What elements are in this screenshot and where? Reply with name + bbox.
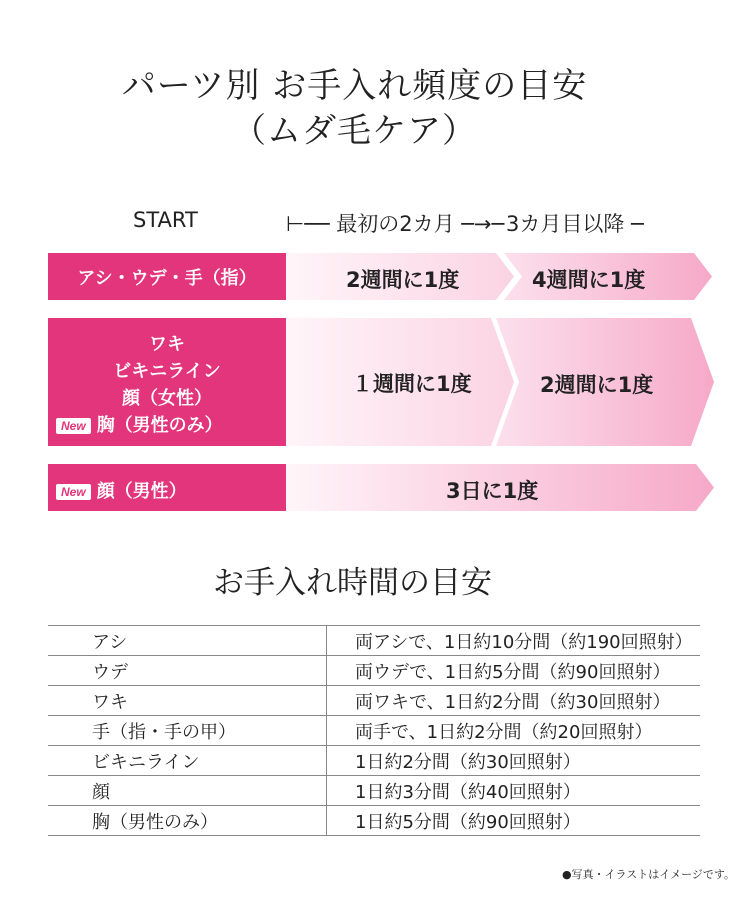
page-subtitle: （ムダ毛ケア）: [232, 111, 477, 151]
frequency-band: [286, 253, 716, 300]
frequency-row-label: [48, 253, 286, 300]
timeline-phase2-label: 3カ月目以降 ─: [506, 212, 644, 236]
new-badge: New: [56, 418, 91, 434]
section-title: お手入れ時間の目安: [213, 565, 492, 601]
part-cell: 胸（男性のみ）: [48, 806, 327, 836]
frequency-row-label: [48, 464, 286, 511]
footnote: ●写真・イラストはイメージです。: [561, 868, 735, 881]
part-name: ワキ: [149, 334, 185, 355]
time-cell: 1日約5分間（約90回照射）: [327, 806, 701, 836]
time-cell: 両ワキで、1日約2分間（約30回照射）: [327, 686, 701, 716]
table-row: [48, 806, 700, 836]
table-row: [48, 656, 700, 686]
part-name: ビキニライン: [113, 361, 221, 382]
time-cell: 両手で、1日約2分間（約20回照射）: [327, 716, 701, 746]
part-name: 胸（男性のみ）: [96, 415, 223, 436]
frequency-band: [286, 464, 716, 511]
frequency-phase2: 2週間に1度: [540, 373, 654, 397]
part-cell: 手（指・手の甲）: [48, 716, 327, 746]
frequency-phase1: １週間に1度: [352, 372, 472, 396]
frequency-row-label: [48, 318, 286, 446]
part-cell: アシ: [48, 626, 327, 656]
timeline-phase1-label: ⊢── 最初の2カ月 ─→─: [286, 212, 505, 236]
care-time-table: [48, 625, 700, 836]
page-title: パーツ別 お手入れ頻度の目安: [121, 66, 588, 106]
new-badge: New: [56, 484, 91, 500]
table-row: [48, 716, 700, 746]
time-cell: 1日約3分間（約40回照射）: [327, 776, 701, 806]
table-row: [48, 686, 700, 716]
frequency-span: 3日に1度: [446, 479, 539, 503]
part-cell: ビキニライン: [48, 746, 327, 776]
part-name: アシ・ウデ・手（指）: [77, 267, 257, 289]
frequency-band: [286, 318, 716, 446]
time-cell: 1日約2分間（約30回照射）: [327, 746, 701, 776]
time-cell: 両アシで、1日約10分間（約190回照射）: [327, 626, 701, 656]
table-row: [48, 746, 700, 776]
part-cell: ワキ: [48, 686, 327, 716]
table-row: [48, 626, 700, 656]
frequency-phase2: 4週間に1度: [532, 268, 646, 292]
time-cell: 両ウデで、1日約5分間（約90回照射）: [327, 656, 701, 686]
timeline-start-label: START: [133, 208, 198, 232]
part-name: 顔（男性）: [96, 481, 187, 502]
part-name: 顔（女性）: [122, 388, 212, 409]
part-cell: 顔: [48, 776, 327, 806]
frequency-phase1: 2週間に1度: [346, 268, 460, 292]
part-cell: ウデ: [48, 656, 327, 686]
table-row: [48, 776, 700, 806]
